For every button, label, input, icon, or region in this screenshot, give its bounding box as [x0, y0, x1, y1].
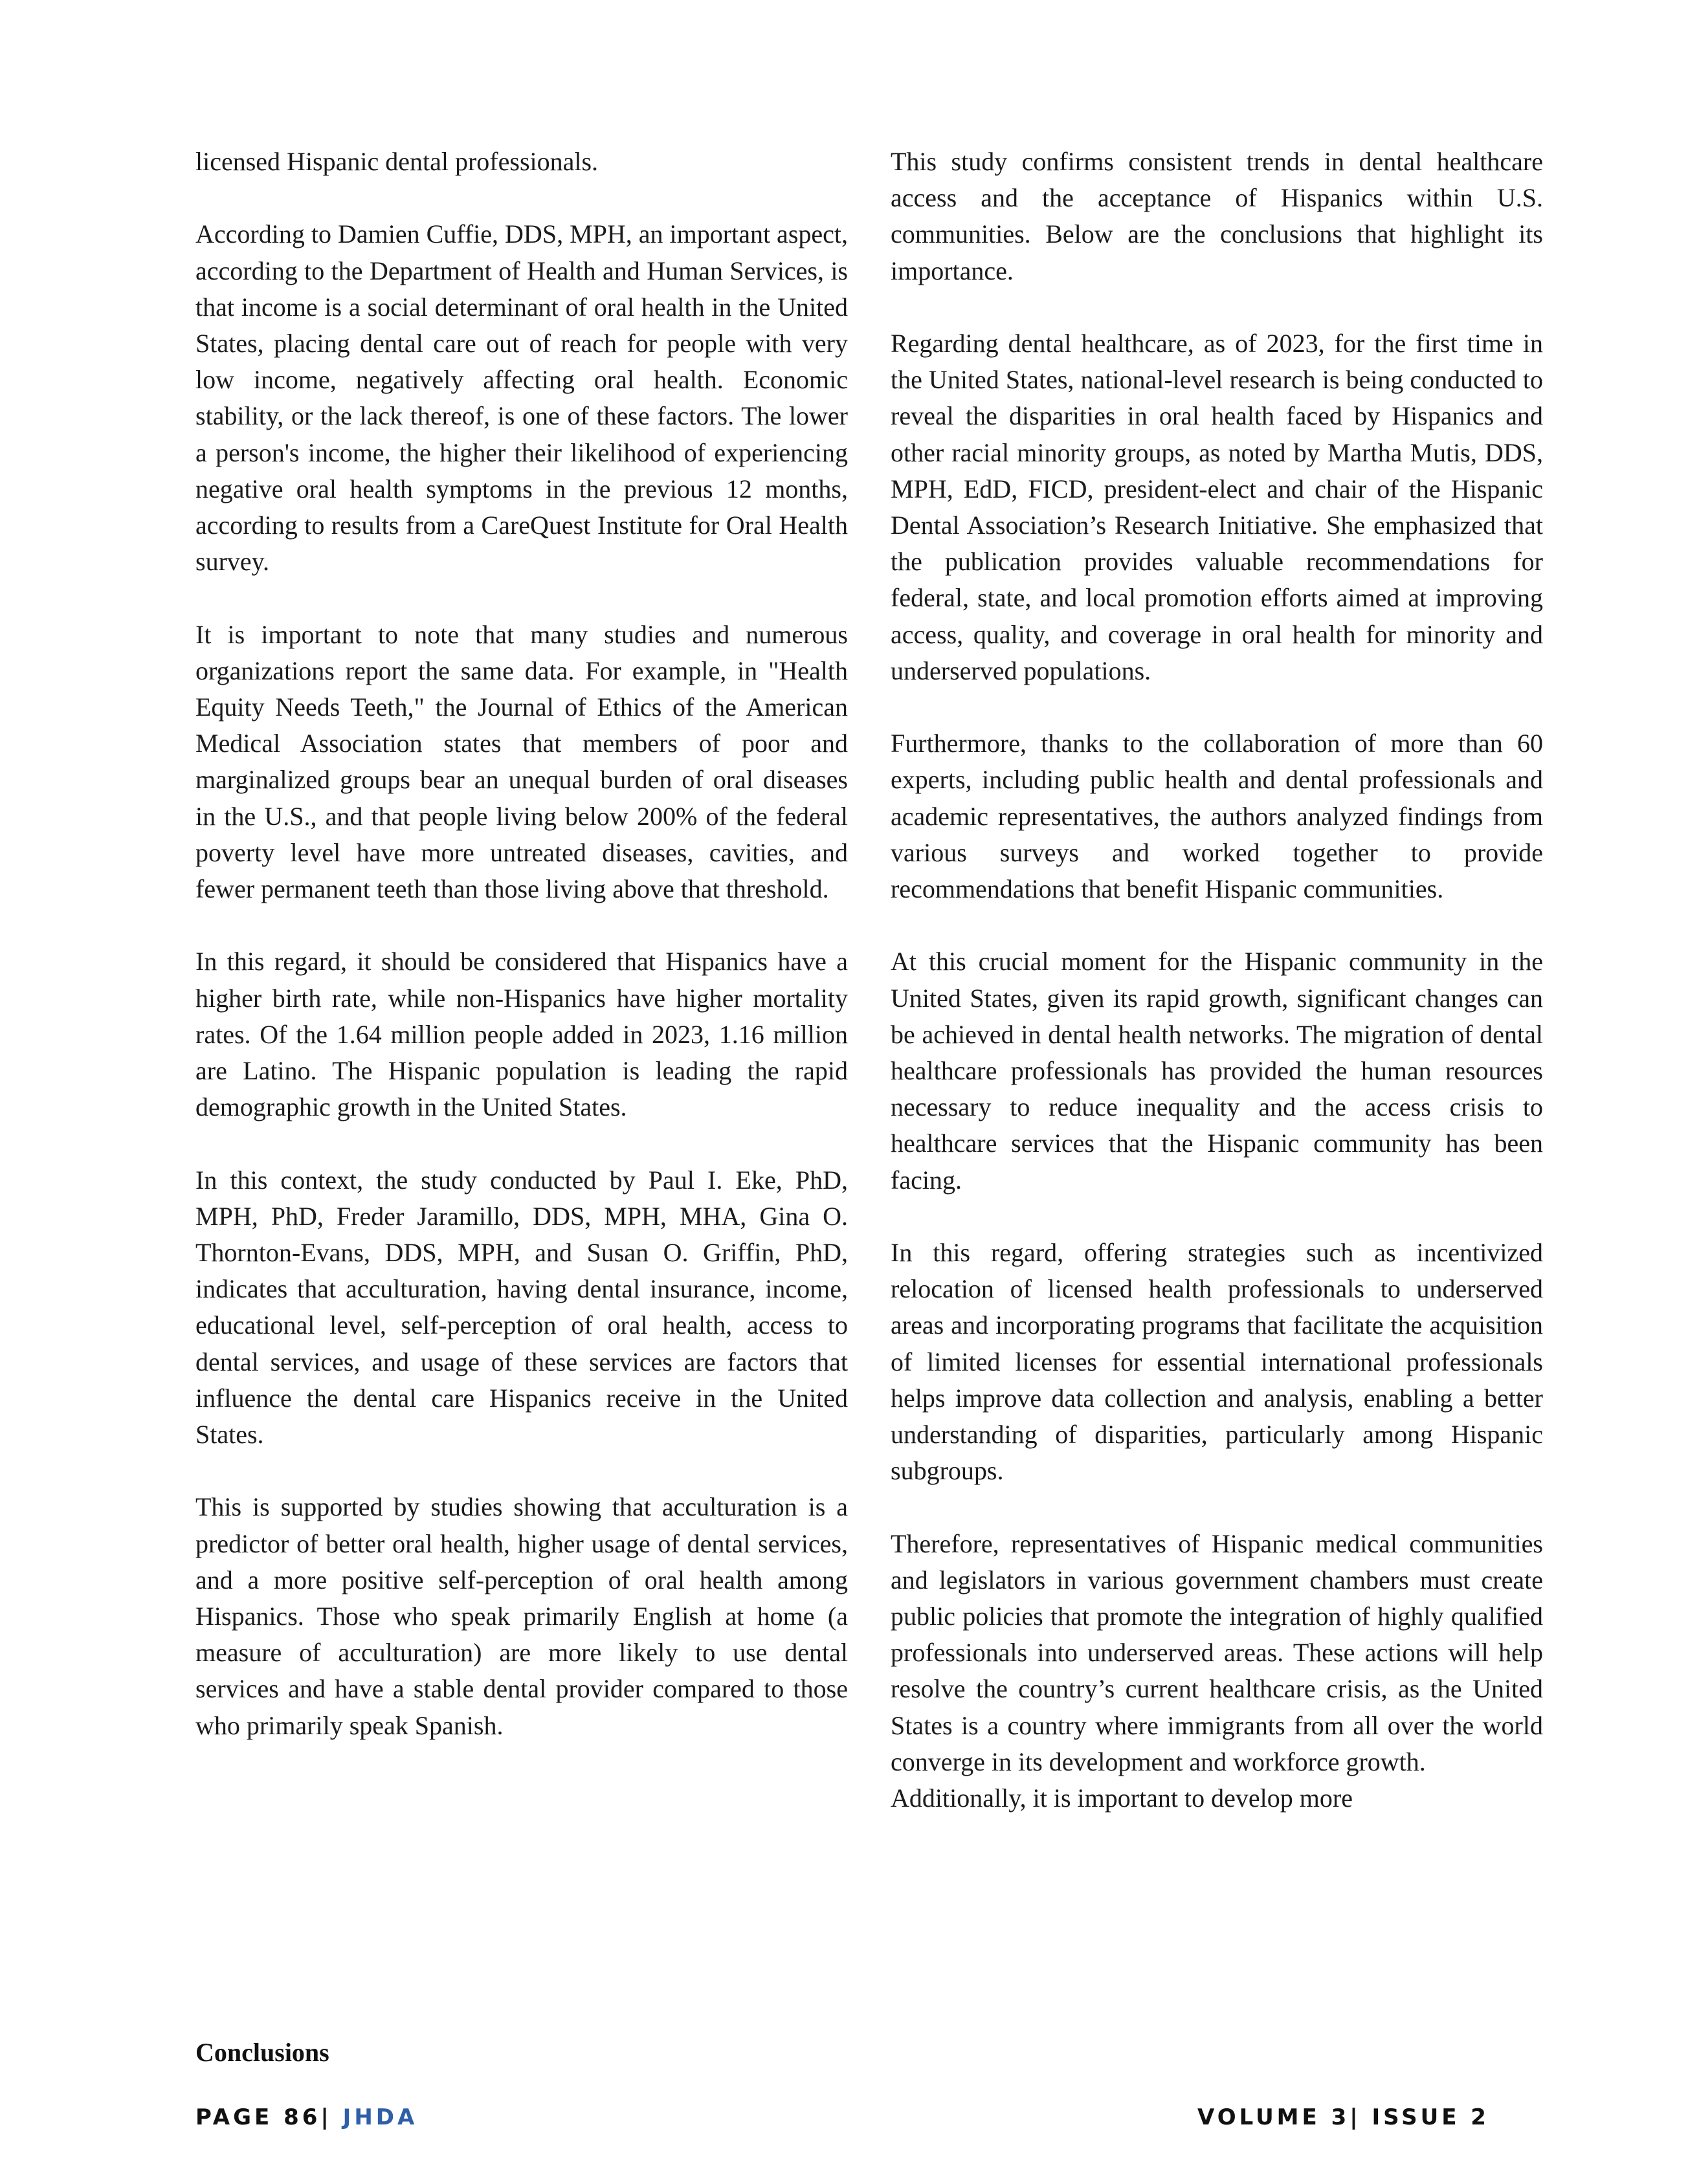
paragraph-left-3: It is important to note that many studies and numerous organizations report the same data. For example, in "Health Equity Needs Teeth," the Journal of Ethics of the American Medical Association states that members of poor and marginalized groups bear an unequal burden of oral diseases in the U.S., and that people living below 200% of the federal poverty level have more untreated diseases, cavities, and fewer permanent teeth than those living above that threshold. [195, 619, 848, 904]
paragraph-left-6: This is supported by studies showing that acculturation is a predictor of better oral health, higher usage of dental services, and a more positive self-perception of oral health among Hispanics. Those who speak primarily English at home (a measure of acculturation) are more likely to use dental services and have a stable dental provider compared to those who primarily speak Spanish. [195, 1492, 848, 1740]
paragraph-left-5: In this context, the study conducted by Paul I. Eke, PhD, MPH, PhD, Freder Jaramillo, DDS, MPH, MHA, Gina O. Thornton-Evans, DDS, MPH, and Susan O. Griffin, PhD, indicates that acculturation, having dental insurance, income, educational level, self-perception of oral health, access to dental services, and usage of these services are factors that influence the dental care Hispanics receive in the United States. [195, 1165, 848, 1450]
paragraph-right-2: Regarding dental healthcare, as of 2023, for the first time in the United States, national-level research is being conducted to reveal the disparities in oral health faced by Hispanics and other racial minority groups, as noted by Martha Mutis, DDS, MPH, EdD, FICD, president-elect and chair of the Hispanic Dental Association’s Research Initiative. She emphasized that the publication provides valuable recommendations for federal, state, and local promotion efforts aimed at improving access, quality, and coverage in oral health for minority and underserved populations. [891, 329, 1543, 685]
section-heading-conclusions: Conclusions [195, 2038, 329, 2067]
journal-name: JHDA [342, 2104, 418, 2130]
footer-page-label [195, 2104, 417, 2130]
page-number: PAGE 86| [195, 2104, 332, 2130]
paragraph-left-4: In this regard, it should be considered that Hispanics have a higher birth rate, while non-Hispanics have higher mortality rates. Of the 1.64 million people added in 2023, 1.16 million are Latino. The Hispanic population is leading the rapid demographic growth in the United States. [195, 947, 848, 1122]
paragraph-left-2: According to Damien Cuffie, DDS, MPH, an important aspect, according to the Department of Health and Human Services, is that income is a social determinant of oral health in the United States, placing dental care out of reach for people with very low income, negatively affecting oral health. Economic stability, or the lack thereof, is one of these factors. The lower a person's income, the higher their likelihood of experiencing negative oral health symptoms in the previous 12 months, according to results from a CareQuest Institute for Oral Health survey. [195, 219, 848, 577]
footer-volume-issue: VOLUME 3| ISSUE 2 [1197, 2104, 1489, 2130]
right-column [891, 144, 1543, 1816]
paragraph-left-1: licensed Hispanic dental professionals. [195, 147, 599, 176]
paragraph-right-5: In this regard, offering strategies such as incentivized relocation of licensed health professionals to underserved areas and incorporating programs that facilitate the acquisition of limited licenses for essential international professionals helps improve data collection and analysis, enabling a better understanding of disparities, particularly among Hispanic subgroups. [891, 1238, 1543, 1486]
left-column [195, 144, 848, 1780]
paragraph-right-7: Additionally, it is important to develop more [891, 1783, 1353, 1813]
paragraph-right-1: This study confirms consistent trends in dental healthcare access and the acceptance of Hispanics within U.S. communities. Below are the conclusions that highlight its importance. [891, 147, 1543, 285]
paragraph-right-3: Furthermore, thanks to the collaboration of more than 60 experts, including public health and dental professionals and academic representatives, the authors analyzed findings from various surveys and worked together to provide recommendations that benefit Hispanic communities. [891, 729, 1543, 904]
paragraph-right-4: At this crucial moment for the Hispanic community in the United States, given its rapid growth, significant changes can be achieved in dental health networks. The migration of dental healthcare professionals has provided the human resources necessary to reduce inequality and the access crisis to healthcare services that the Hispanic community has been facing. [891, 947, 1543, 1195]
paragraph-right-6: Therefore, representatives of Hispanic medical communities and legislators in various government chambers must create public policies that promote the integration of highly qualified professionals into underserved areas. These actions will help resolve the country’s current healthcare crisis, as the United States is a country where immigrants from all over the world converge in its development and workforce growth. [891, 1528, 1543, 1776]
